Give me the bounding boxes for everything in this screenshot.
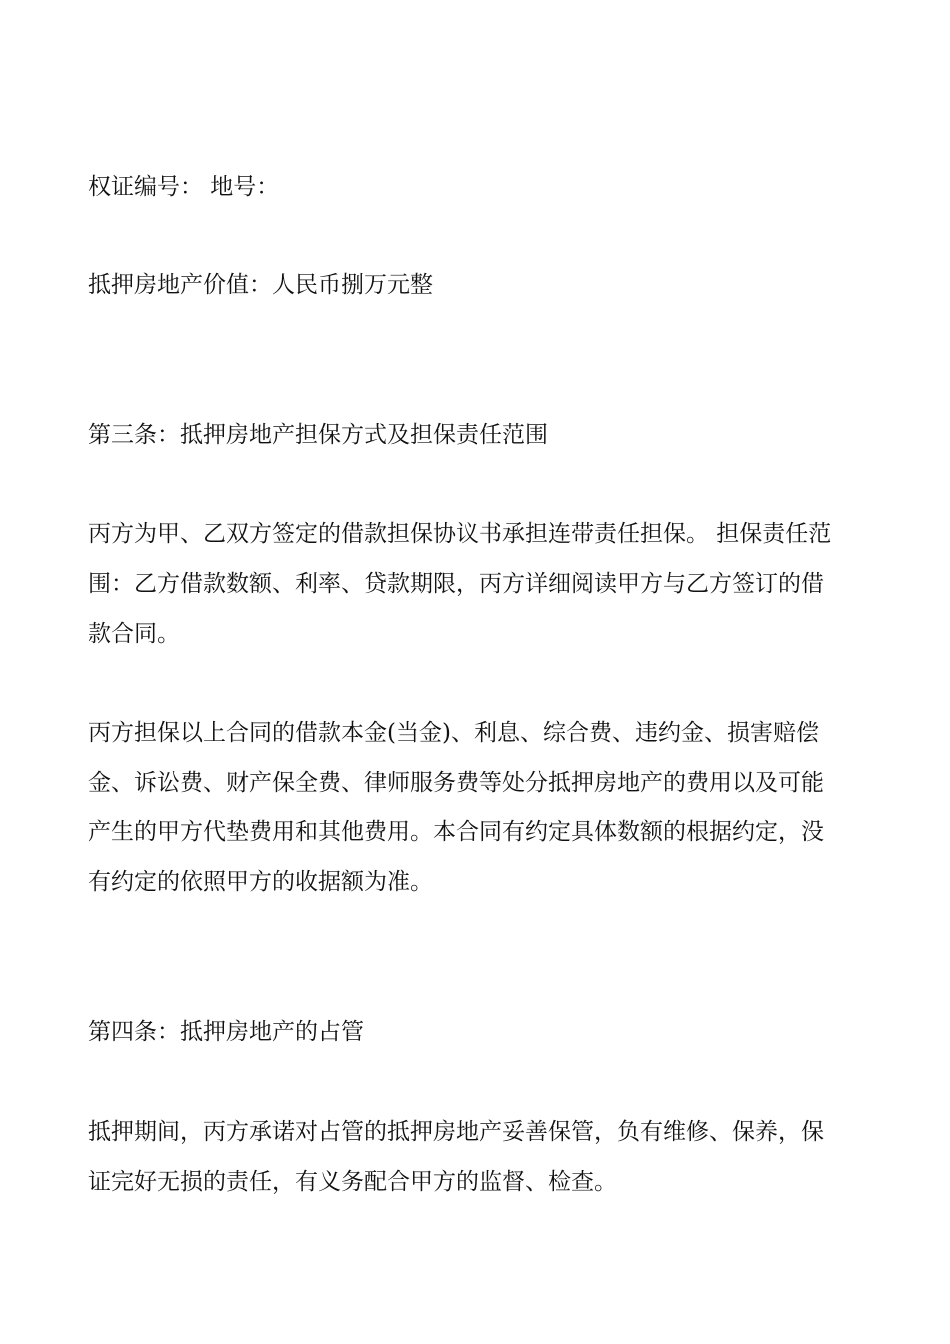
text-line: 产生的甲方代垫费用和其他费用。本合同有约定具体数额的根据约定，没 bbox=[88, 819, 824, 845]
section-heading: 第四条：抵押房地产的占管 bbox=[88, 1019, 364, 1045]
text-line: 抵押期间，丙方承诺对占管的抵押房地产妥善保管，负有维修、保养，保 bbox=[88, 1119, 824, 1145]
text-line: 证完好无损的责任，有义务配合甲方的监督、检查。 bbox=[88, 1169, 617, 1195]
text-line: 丙方为甲、乙双方签定的借款担保协议书承担连带责任担保。 担保责任范 bbox=[88, 521, 832, 547]
text-line: 权证编号： 地号： bbox=[88, 174, 280, 200]
text-line: 款合同。 bbox=[88, 621, 180, 647]
text-line: 抵押房地产价值：人民币捌万元整 bbox=[88, 272, 433, 298]
text-line: 有约定的依照甲方的收据额为准。 bbox=[88, 869, 433, 895]
text-line: 丙方担保以上合同的借款本金(当金)、利息、综合费、违约金、损害赔偿 bbox=[88, 720, 819, 746]
text-line: 围：乙方借款数额、利率、贷款期限，丙方详细阅读甲方与乙方签订的借 bbox=[88, 571, 824, 597]
section-heading: 第三条：抵押房地产担保方式及担保责任范围 bbox=[88, 422, 548, 448]
text-line: 金、诉讼费、财产保全费、律师服务费等处分抵押房地产的费用以及可能 bbox=[88, 770, 824, 796]
